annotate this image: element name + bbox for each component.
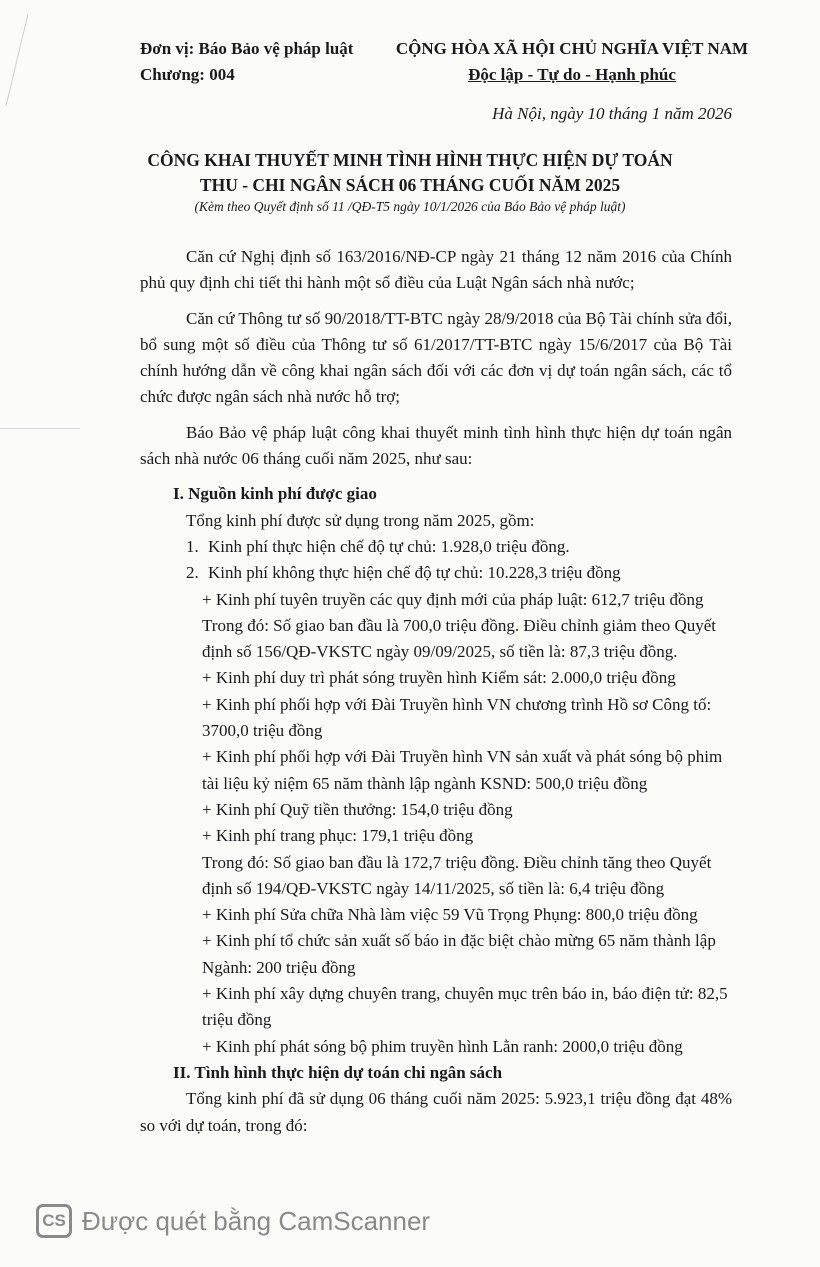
budget-sub-note: Trong đó: Số giao ban đầu là 172,7 triệu đồng. Điều chỉnh tăng theo Quyết định số 194/QĐ-VKSTC ngày 14/11/2025, số tiền là: 6,4 triệu đồng — [202, 852, 712, 898]
budget-sub-item: + Kinh phí duy trì phát sóng truyền hình Kiểm sát: 2.000,0 triệu đồng — [202, 668, 676, 688]
budget-sub-item: + Kinh phí tổ chức sản xuất số báo in đặc biệt chào mừng 65 năm thành lập Ngành: 200 triệu đồng — [202, 931, 716, 977]
budget-sub-note: Trong đó: Số giao ban đầu là 700,0 triệu đồng. Điều chỉnh giảm theo Quyết định số 156/QĐ-VKSTC ngày 09/09/2025, số tiền là: 87,3 triệu đồng. — [202, 615, 717, 662]
budget-sub-item: + Kinh phí phối hợp với Đài Truyền hình VN sản xuất và phát sóng bộ phim tài liệu kỷ niệm 65 năm thành lập ngành KSND: 500,0 triệu đồng — [202, 747, 723, 793]
section-2-heading: II. Tình hình thực hiện dự toán chi ngân sách — [173, 1062, 503, 1082]
document-date: Hà Nội, ngày 10 tháng 1 năm 2026 — [492, 104, 732, 123]
section-1-heading: I. Nguồn kinh phí được giao — [173, 484, 377, 504]
national-motto: Độc lập - Tự do - Hạnh phúc — [468, 65, 676, 84]
budget-sub-item: + Kinh phí tuyên truyền các quy định mới của pháp luật: 612,7 triệu đồng — [202, 589, 704, 609]
budget-sub-item: + Kinh phí trang phục: 179,1 triệu đồng — [202, 826, 474, 846]
header-national-block — [392, 36, 752, 88]
budget-sub-item: + Kinh phí xây dựng chuyên trang, chuyên mục trên báo in, báo điện tử: 82,5 triệu đồng — [202, 984, 728, 1030]
budget-sub-item: + Kinh phí Sửa chữa Nhà làm việc 59 Vũ Trọng Phụng: 800,0 triệu đồng — [202, 905, 698, 925]
paragraph-legal-basis-1: Căn cứ Nghị định số 163/2016/NĐ-CP ngày 21 tháng 12 năm 2016 của Chính phủ quy định chi tiết thi hành một số điều của Luật Ngân sách nhà nước; — [140, 247, 732, 293]
list-item-number: 1. — [186, 536, 199, 556]
budget-sub-item: + Kinh phí phát sóng bộ phim truyền hình Lằn ranh: 2000,0 triệu đồng — [202, 1036, 683, 1056]
list-item-text: Kinh phí không thực hiện chế độ tự chủ: 10.228,3 triệu đồng — [208, 563, 621, 583]
scan-edge-mark — [0, 0, 30, 120]
header-unit-block — [140, 36, 353, 88]
chapter-code: Chương: 004 — [140, 65, 235, 84]
list-item-text: Kinh phí thực hiện chế độ tự chủ: 1.928,0 triệu đồng. — [208, 536, 570, 556]
list-item-number: 2. — [186, 563, 199, 583]
list-item — [140, 534, 732, 560]
document-body — [140, 244, 732, 1139]
paragraph-intro: Báo Bảo vệ pháp luật công khai thuyết minh tình hình thực hiện dự toán ngân sách nhà nước 06 tháng cuối năm 2025, như sau: — [140, 422, 732, 469]
camscanner-text: Được quét bằng CamScanner — [82, 1205, 431, 1236]
title-line-1: CÔNG KHAI THUYẾT MINH TÌNH HÌNH THỰC HIỆN DỰ TOÁN — [147, 150, 673, 170]
document-title — [110, 148, 710, 198]
unit-name: Đơn vị: Báo Bảo vệ pháp luật — [140, 39, 354, 58]
scan-edge-line — [0, 428, 80, 429]
title-line-2: THU - CHI NGÂN SÁCH 06 THÁNG CUỐI NĂM 2025 — [199, 175, 621, 195]
country-name: CỘNG HÒA XÃ HỘI CHỦ NGHĨA VIỆT NAM — [395, 39, 749, 58]
budget-sub-item: + Kinh phí Quỹ tiền thưởng: 154,0 triệu đồng — [202, 799, 513, 819]
section-1-intro: Tổng kinh phí được sử dụng trong năm 2025, gồm: — [186, 510, 535, 530]
camscanner-watermark — [36, 1204, 430, 1238]
paragraph-legal-basis-2: Căn cứ Thông tư số 90/2018/TT-BTC ngày 28/9/2018 của Bộ Tài chính sửa đổi, bổ sung một số điều của Thông tư số 61/2017/TT-BTC ngày 15/6/2017 của Bộ Tài chính hướng dẫn về công khai ngân sách đối với các đơn vị dự toán ngân sách, các tổ chức được ngân sách nhà nước hỗ trợ; — [140, 308, 732, 407]
section-2-text: Tổng kinh phí đã sử dụng 06 tháng cuối năm 2025: 5.923,1 triệu đồng đạt 48% so với dự toán, trong đó: — [140, 1089, 732, 1135]
document-subtitle: (Kèm theo Quyết định số 11 /QĐ-T5 ngày 10/1/2026 của Báo Bảo vệ pháp luật) — [194, 199, 626, 214]
camscanner-logo: CS — [36, 1204, 72, 1238]
budget-sub-item: + Kinh phí phối hợp với Đài Truyền hình VN chương trình Hồ sơ Công tố: 3700,0 triệu đồng — [202, 694, 712, 741]
list-item — [140, 560, 732, 586]
